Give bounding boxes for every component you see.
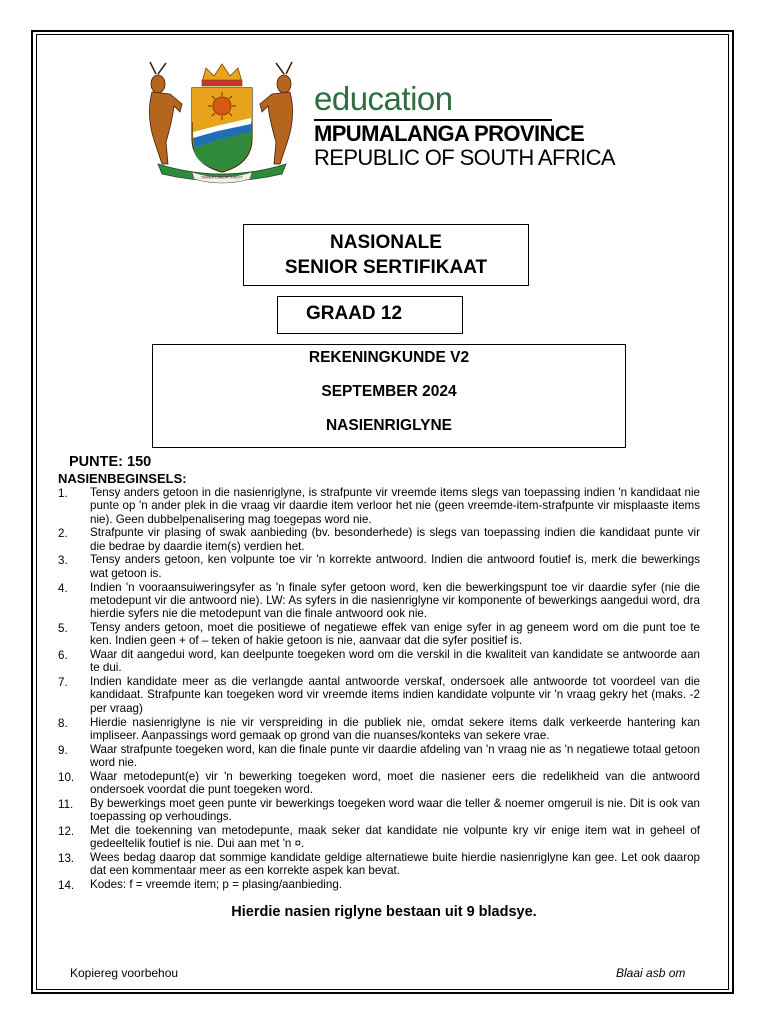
list-item-number: 1.: [58, 487, 68, 500]
list-item: [58, 526, 700, 553]
list-item-text: By bewerkings moet geen punte vir bewerkings toegeken word waar die teller & noemer omgeruil is nie. Dit is ook van toepassing op verhoudings.: [90, 796, 700, 824]
list-item: [58, 770, 700, 797]
list-item-text: Indien kandidate meer as die verlangde aantal antwoorde verskaf, ondersoek alle antwoorde tot voordeel van die kandidaat. Strafpunte kan toegeken word vir vreemde items indien kandidate volpunte vir 'n vraag gekry het (maks. -2 per vraag): [90, 675, 700, 715]
list-item-text: Waar dit aangedui word, kan deelpunte toegeken word om die verskil in die kwaliteit van kandidate se antwoorde aan te dui.: [90, 648, 700, 675]
list-item-number: 14.: [58, 879, 75, 893]
list-item: [58, 716, 700, 743]
list-item-number: 6.: [58, 649, 68, 663]
exam-date: SEPTEMBER 2024: [321, 383, 457, 400]
list-item: [58, 797, 700, 824]
document-type: NASIENRIGLYNE: [325, 417, 453, 434]
list-item: [58, 486, 700, 526]
list-item: [58, 553, 700, 580]
marking-principles-list: [58, 486, 700, 892]
list-item: [58, 743, 700, 770]
certificate-title-box: [243, 224, 529, 286]
list-item-number: 12.: [58, 824, 75, 838]
total-marks: PUNTE: 150: [69, 454, 152, 470]
crest-motto: OMNIA LABOR VINCIT: [201, 174, 243, 180]
list-item-text: Met die toekenning van metodepunte, maak seker dat kandidate nie volpunte kry vir enige item wat in geheel of gedeeltelik foutief is nie. Dui aan met 'n ¤.: [90, 823, 700, 851]
list-item-number: 8.: [58, 716, 68, 730]
list-item-number: 13.: [58, 852, 75, 866]
copyright-notice: Kopiereg voorbehou: [70, 966, 179, 980]
list-item-number: 10.: [58, 770, 75, 784]
certificate-title-line2: SENIOR SERTIFIKAAT: [284, 257, 488, 278]
list-item: [58, 851, 700, 878]
list-item-text: Waar metodepunt(e) vir 'n bewerking toegeken word, moet die nasiener eers die redelikheid van die antwoord ondersoek voordat die punt toegeken word.: [90, 769, 700, 797]
list-item: [58, 621, 700, 648]
grade-box: [277, 296, 463, 334]
brand-education: education: [314, 80, 453, 117]
certificate-title-line1: NASIONALE: [330, 232, 442, 253]
list-item: [58, 824, 700, 851]
list-item-number: 11.: [58, 797, 74, 811]
page-count-note: Hierdie nasien riglyne bestaan uit 9 bladsye.: [231, 904, 537, 920]
list-item-number: 7.: [58, 676, 68, 690]
list-item-text: Kodes: f = vreemde item; p = plasing/aanbieding.: [90, 878, 342, 892]
subject-box: [152, 344, 626, 448]
list-item-number: 3.: [58, 554, 68, 568]
list-item-number: 9.: [58, 743, 68, 757]
list-item-text: Hierdie nasienriglyne is nie vir verspreiding in die publiek nie, omdat sekere items dalk verkeerde hantering kan impliseer. Aanpassings word gemaak op grond van die nuanses/konteks van sekere vrae.: [90, 715, 700, 742]
list-item-number: 2.: [58, 527, 68, 541]
list-item: [58, 581, 700, 621]
list-item-text: Tensy anders getoon in die nasienriglyne, is strafpunte vir vreemde items slegs van toepassing indien 'n kandidaat nie punte op 'n ander plek in die vraag vir daardie item verloor het nie (geen vreemde-item-strafpunte vir misplaaste items nie). Geen dubbelpenalisering mag toegepas word nie.: [90, 486, 700, 526]
grade-label: GRAAD 12: [305, 303, 403, 324]
list-item-text: Tensy anders getoon, ken volpunte toe vir 'n korrekte antwoord. Indien die antwoord foutief is, merk die bewerkings wat getoon is.: [90, 553, 700, 580]
list-item: [58, 648, 700, 675]
coat-of-arms-logo: [136, 60, 308, 188]
principles-heading: NASIENBEGINSELS:: [58, 471, 187, 486]
list-item-text: Strafpunte vir plasing of swak aanbieding (bv. besonderhede) is slegs van toepassing indien die kandidaat punte vir die bedrae by daardie item(s) verdien het.: [90, 526, 700, 553]
please-turn-over: Blaai asb om: [616, 966, 686, 980]
list-item-text: Tensy anders getoon, moet die positiewe of negatiewe effek van enige syfer in ag geneem word om die punt toe te ken. Indien geen + of – teken of hakie getoon is nie, aanvaar dat die syfer positief is.: [90, 620, 700, 648]
list-item: [58, 878, 700, 891]
list-item-number: 4.: [58, 581, 68, 595]
subject-name: REKENINGKUNDE V2: [308, 349, 470, 366]
list-item-text: Waar strafpunte toegeken word, kan die finale punte vir daardie afdeling van 'n vraag nie as 'n negatiewe totaal getoon word nie.: [90, 742, 700, 769]
list-item: [58, 675, 700, 715]
brand-province: MPUMALANGA PROVINCE: [314, 121, 585, 146]
list-item-number: 5.: [58, 621, 68, 635]
brand-republic: REPUBLIC OF SOUTH AFRICA: [314, 145, 615, 170]
list-item-text: Indien 'n vooraansuiweringsyfer as 'n finale syfer getoon word, ken die bewerkingspunt toe vir daardie syfer (nie die metodepunt vir die antwoord nie). LW: As syfers in die nasienriglyne vir komponente of bewerkings aangedui word, dra hierdie syfers nie die metodepunt van die finale antwoord ook nie.: [90, 580, 700, 621]
list-item-text: Wees bedag daarop dat sommige kandidate geldige alternatiewe buite hierdie nasienriglyne kan gee. Let ook daarop dat een kommentaar meer as een korrekte aspek kan bevat.: [90, 851, 700, 878]
